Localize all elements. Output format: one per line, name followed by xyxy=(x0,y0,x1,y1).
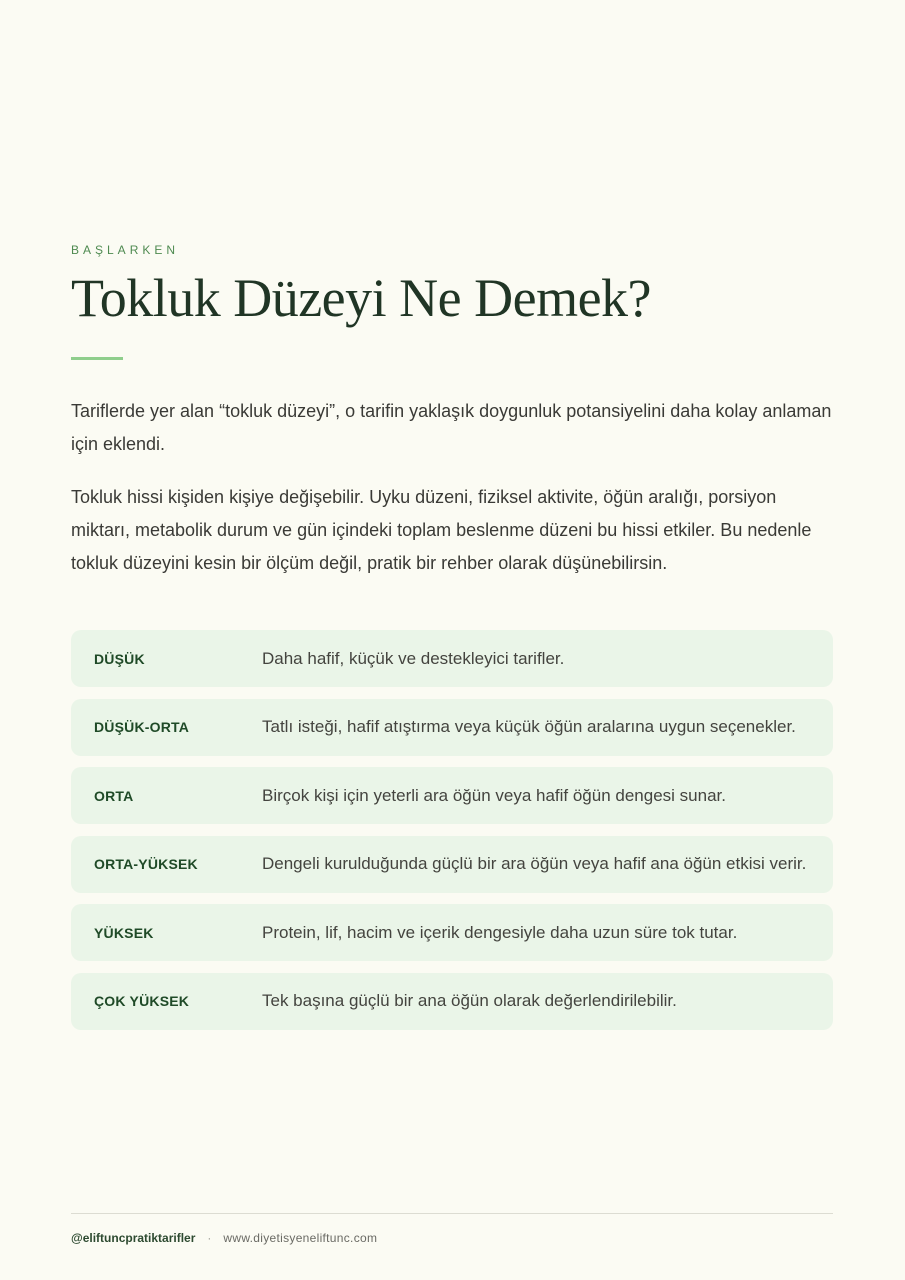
level-name: ORTA xyxy=(94,787,134,804)
level-name: ORTA-YÜKSEK xyxy=(94,856,198,872)
level-name: YÜKSEK xyxy=(94,924,154,941)
level-name: DÜŞÜK xyxy=(94,650,145,667)
level-name: ÇOK YÜKSEK xyxy=(94,993,190,1009)
level-row-cok-yuksek xyxy=(71,973,833,1030)
intro-paragraph-2: Tokluk hissi kişiden kişiye değişebilir. Uyku düzeni, fiziksel aktivite, öğün aralığı, porsiyon miktarı, metabolik durum ve gün içindeki toplam beslenme düzeni bu hissi etkiler. Bu nedenle tokluk düzeyini kesin bir ölçüm değil, pratik bir rehber olarak düşünebilirsin. xyxy=(71,487,812,573)
section-eyebrow: BAŞLARKEN xyxy=(71,243,180,257)
level-description: Tatlı isteği, hafif atıştırma veya küçük öğün aralarına uygun seçenekler. xyxy=(262,717,796,736)
satiety-level-list xyxy=(71,630,833,1041)
page-content xyxy=(71,0,833,1280)
social-handle-link[interactable]: @eliftuncpratiktarifler xyxy=(71,1231,196,1245)
level-row-orta-yuksek xyxy=(71,836,833,893)
level-name: DÜŞÜK-ORTA xyxy=(94,719,190,735)
page-title: Tokluk Düzeyi Ne Demek? xyxy=(71,268,652,328)
level-description: Daha hafif, küçük ve destekleyici tarifler. xyxy=(262,648,565,668)
website-link[interactable]: www.diyetisyeneliftunc.com xyxy=(223,1231,378,1245)
footer-separator: · xyxy=(207,1231,212,1245)
footer xyxy=(71,1231,377,1245)
level-description: Birçok kişi için yeterli ara öğün veya hafif öğün dengesi sunar. xyxy=(262,785,726,805)
level-row-orta xyxy=(71,767,833,824)
footer-divider xyxy=(71,1213,833,1214)
level-row-yuksek xyxy=(71,904,833,961)
level-row-dusuk xyxy=(71,630,833,687)
level-description: Tek başına güçlü bir ana öğün olarak değerlendirilebilir. xyxy=(262,991,677,1010)
level-description: Dengeli kurulduğunda güçlü bir ara öğün veya hafif ana öğün etkisi verir. xyxy=(262,854,807,873)
level-row-dusuk-orta xyxy=(71,699,833,756)
intro-paragraph-1: Tariflerde yer alan “tokluk düzeyi”, o tarifin yaklaşık doygunluk potansiyelini daha kolay anlaman için eklendi. xyxy=(71,401,832,454)
title-accent-divider xyxy=(71,357,123,360)
level-description: Protein, lif, hacim ve içerik dengesiyle daha uzun süre tok tutar. xyxy=(262,922,738,942)
